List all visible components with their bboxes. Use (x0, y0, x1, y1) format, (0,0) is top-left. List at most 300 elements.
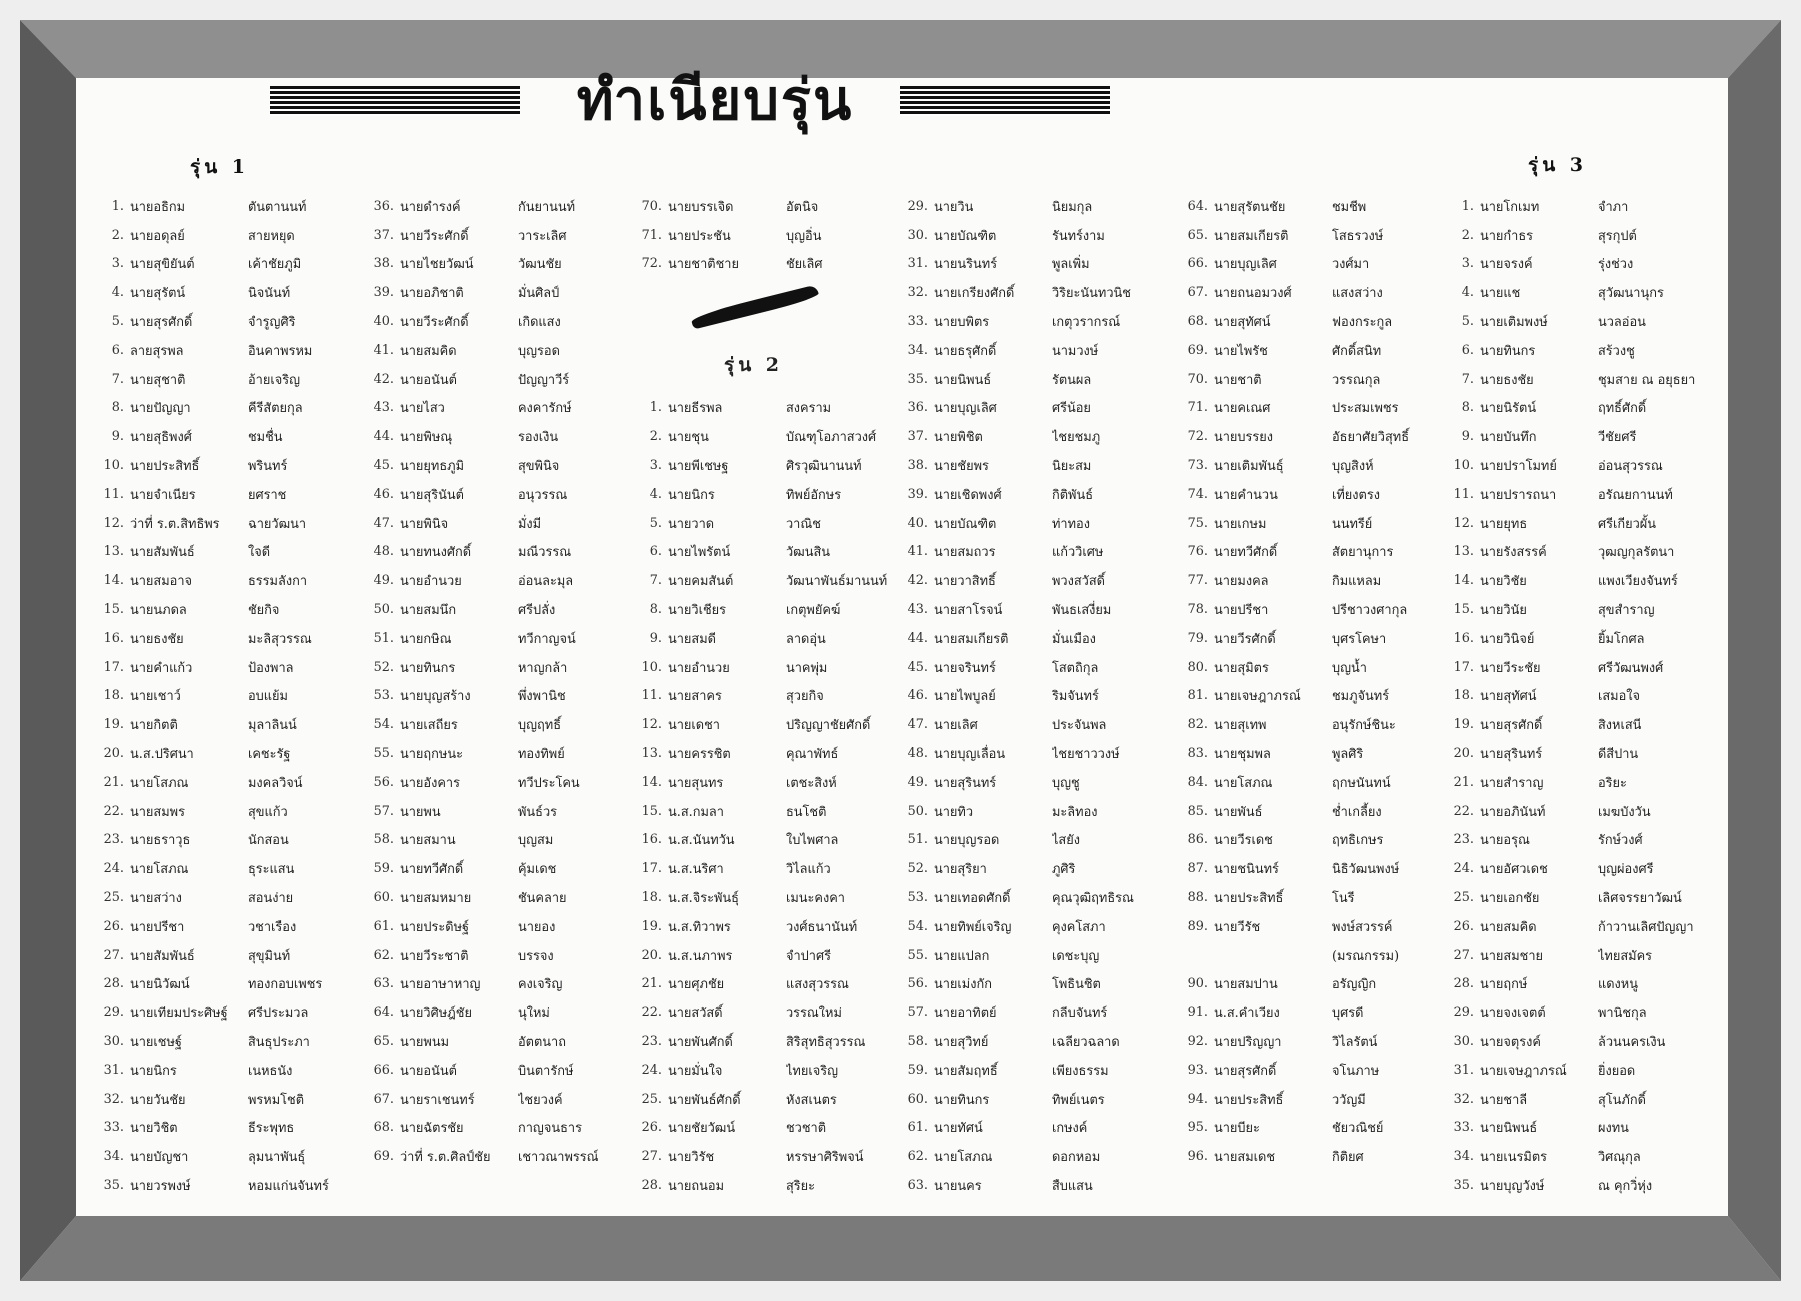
roster-entry (634, 624, 896, 653)
entry-number: 51. (907, 832, 928, 848)
entry-first-name: นายฤกษ์ (1480, 977, 1528, 993)
entry-number: 58. (373, 832, 394, 848)
entry-number: 47. (907, 717, 928, 733)
roster-entry (1180, 365, 1442, 394)
roster-entry (634, 768, 896, 797)
entry-last-name: พรหมโชติ (248, 1092, 305, 1108)
entry-number: 94. (1187, 1091, 1208, 1107)
entry-first-name: นายประชัน (668, 228, 731, 244)
entry-first-name: นายปรีชา (130, 919, 185, 935)
entry-last-name: รุ่งช่วง (1598, 257, 1634, 273)
entry-number: 46. (373, 486, 394, 502)
entry-first-name: นายสำราญ (1480, 775, 1544, 791)
roster-entry (1446, 278, 1708, 307)
roster-entry (1180, 422, 1442, 451)
roster-entry (96, 1027, 358, 1056)
entry-number: 96. (1187, 1149, 1208, 1165)
roster-entry (96, 1056, 358, 1085)
roster-entry (634, 480, 896, 509)
roster-entry (366, 1114, 628, 1143)
entry-first-name: นายสุทัศน์ (1214, 315, 1271, 331)
entry-last-name: ช่ำเกลี้ยง (1332, 804, 1382, 820)
entry-number: 74. (1187, 486, 1208, 502)
entry-last-name: ชวชาติ (786, 1121, 827, 1137)
roster-entry (366, 941, 628, 970)
roster-entry (366, 250, 628, 279)
entry-number: 41. (907, 544, 928, 560)
entry-first-name: นายพันธ์ศักดิ์ (668, 1092, 741, 1108)
entry-last-name: กันยานนท์ (518, 199, 576, 215)
entry-last-name: วาระเลิศ (518, 228, 567, 244)
entry-last-name: ใบไพศาล (786, 833, 839, 849)
entry-number: 47. (373, 515, 394, 531)
roster-entry (1180, 710, 1442, 739)
roster-entry (1180, 394, 1442, 423)
entry-first-name: นายนิกร (668, 487, 715, 503)
entry-first-name: นายแช (1480, 286, 1521, 302)
roster-entry (634, 1027, 896, 1056)
entry-first-name: นายฉัตรชัย (400, 1121, 464, 1137)
roster-entry (1446, 797, 1708, 826)
entry-first-name: นายศุภชัย (668, 977, 725, 993)
roster-entry (634, 422, 896, 451)
roster-entry (96, 451, 358, 480)
entry-number: 93. (1187, 1062, 1208, 1078)
entry-last-name: ศรีน้อย (1052, 401, 1091, 417)
title-stripes-left (270, 86, 520, 116)
entry-last-name: เชาวณาพรรณ์ (518, 1150, 599, 1166)
entry-last-name: วาณิช (786, 516, 821, 532)
roster-entry (634, 710, 896, 739)
entry-first-name: นายกำธร (1480, 228, 1534, 244)
entry-first-name: นายวิชิต (130, 1121, 178, 1137)
entry-last-name: พานิชกุล (1598, 1006, 1647, 1022)
roster-entry (366, 826, 628, 855)
roster-entry (1180, 768, 1442, 797)
entry-number: 13. (1453, 544, 1474, 560)
entry-first-name: ลายสุรพล (130, 343, 184, 359)
name-column-2 (366, 192, 628, 1171)
roster-entry (1180, 653, 1442, 682)
title-banner (270, 67, 1110, 133)
entry-last-name: นนทรีย์ (1332, 516, 1373, 532)
entry-first-name: นายวิน (934, 199, 974, 215)
entry-last-name: สายหยุด (248, 228, 295, 244)
entry-last-name: ชัยเลิศ (786, 257, 823, 273)
entry-first-name: นายโสภณ (130, 862, 189, 878)
entry-number: 5. (111, 314, 124, 330)
entry-number: 14. (1453, 573, 1474, 589)
entry-last-name: เกตุพยัคฆ์ (786, 603, 841, 619)
roster-entry (366, 854, 628, 883)
entry-last-name: รันทร์งาม (1052, 228, 1105, 244)
entry-first-name: นายโสภณ (130, 775, 189, 791)
roster-entry (1180, 1056, 1442, 1085)
entry-last-name: สุวัฒนานุกร (1598, 286, 1664, 302)
entry-number: 54. (907, 918, 928, 934)
entry-first-name: นายไสว (400, 401, 445, 417)
entry-first-name: นายสุชาติ (130, 372, 186, 388)
entry-number: 1. (649, 400, 662, 416)
roster-entry (634, 1085, 896, 1114)
entry-number: 25. (641, 1091, 662, 1107)
entry-first-name: นายพันธ์ (1214, 804, 1263, 820)
roster-entry (900, 278, 1162, 307)
entry-first-name: นายอาษาหาญ (400, 977, 481, 993)
entry-last-name: ใจดี (248, 545, 271, 561)
entry-last-name: มั่นศิลป์ (518, 286, 560, 302)
entry-first-name: นายอำนวย (400, 574, 462, 590)
entry-last-name: นิจนันท์ (248, 286, 291, 302)
entry-number: 78. (1187, 602, 1208, 618)
entry-number: 44. (373, 429, 394, 445)
entry-first-name: นายอดุลย์ (130, 228, 185, 244)
roster-entry (96, 826, 358, 855)
entry-number: 6. (111, 342, 124, 358)
roster-entry (1446, 595, 1708, 624)
entry-number: 25. (103, 890, 124, 906)
entry-last-name: ทองทิพย์ (518, 747, 565, 763)
entry-last-name: อ้ายเจริญ (248, 372, 301, 388)
roster-entry (900, 883, 1162, 912)
entry-last-name: บุญสม (518, 833, 554, 849)
entry-number: 12. (1453, 515, 1474, 531)
entry-first-name: นายวีระศักดิ์ (400, 315, 469, 331)
entry-first-name: นายอภิชาติ (400, 286, 464, 302)
entry-number: 21. (1453, 774, 1474, 790)
entry-first-name: น.ส.ทิวาพร (668, 919, 731, 935)
roster-entry (900, 912, 1162, 941)
entry-first-name: นายสมเกียรติ (1214, 228, 1289, 244)
entry-last-name: บุศรดี (1332, 1006, 1364, 1022)
roster-entry (1446, 941, 1708, 970)
entry-first-name: นายสุวิทย์ (934, 1035, 989, 1050)
entry-number: 22. (103, 803, 124, 819)
roster-entry (366, 394, 628, 423)
entry-last-name: นิธิวัฒนพงษ์ (1332, 862, 1400, 878)
entry-last-name: อริยะ (1598, 775, 1627, 791)
roster-entry (96, 1171, 358, 1200)
entry-last-name: วิไลรัตน์ (1332, 1035, 1378, 1050)
entry-first-name: นายอังคาร (400, 775, 460, 791)
entry-first-name: นายถนอมวงศ์ (1214, 286, 1292, 302)
entry-number: 95. (1187, 1120, 1208, 1136)
roster-entry (1446, 250, 1708, 279)
entry-first-name: นายเสถียร (400, 718, 458, 734)
roster-entry (366, 307, 628, 336)
entry-last-name: หาญกล้า (518, 660, 568, 676)
entry-first-name: นายวีระชัย (1480, 660, 1541, 676)
entry-number: 26. (103, 918, 124, 934)
entry-number: 32. (907, 285, 928, 301)
roster-entry (1180, 624, 1442, 653)
entry-number: 59. (373, 861, 394, 877)
roster-entry (366, 653, 628, 682)
entry-number: 61. (373, 918, 394, 934)
entry-first-name: นายเชิดพงศ์ (934, 487, 1002, 503)
entry-last-name: บุญชู (1052, 775, 1080, 791)
entry-last-name: นุใหม่ (518, 1006, 550, 1022)
entry-number: 11. (103, 486, 124, 502)
entry-number: 45. (373, 458, 394, 474)
entry-last-name: ไทยเจริญ (786, 1063, 839, 1079)
entry-first-name: นายธีรพล (668, 401, 723, 417)
entry-last-name: ชมภูจันทร์ (1332, 689, 1390, 705)
entry-last-name: แดงหนู (1598, 977, 1638, 993)
entry-first-name: นายบุญรอด (934, 833, 1000, 849)
entry-number: 18. (641, 890, 662, 906)
entry-last-name: วิไลแก้ว (786, 862, 831, 878)
entry-number: 21. (641, 976, 662, 992)
entry-first-name: นายไพรัตน์ (668, 545, 731, 561)
roster-entry (900, 480, 1162, 509)
roster-entry (1446, 710, 1708, 739)
entry-first-name: นายสมหมาย (400, 891, 472, 907)
entry-first-name: นายครรชิต (668, 747, 731, 763)
roster-entry (900, 797, 1162, 826)
entry-first-name: นายสุทัศน์ (1480, 689, 1537, 705)
entry-first-name: นายวิเชียร (668, 603, 727, 619)
roster-entry (96, 192, 358, 221)
entry-first-name: นายเติมพงษ์ (1480, 315, 1548, 331)
entry-number: 28. (1453, 976, 1474, 992)
entry-last-name: วิริยะนันทวนิช (1052, 286, 1131, 302)
entry-first-name: นายจงเจตต์ (1480, 1006, 1546, 1022)
roster-entry (900, 1142, 1162, 1171)
roster-entry (96, 595, 358, 624)
roster-entry (900, 250, 1162, 279)
roster-entry (96, 710, 358, 739)
entry-first-name: นายคเณศ (1214, 401, 1271, 417)
roster-entry (1180, 336, 1442, 365)
entry-first-name: นายเชษฐ์ (130, 1035, 182, 1050)
entry-last-name: คงคารักษ์ (518, 401, 572, 417)
entry-last-name: คุ้มเดช (518, 862, 557, 878)
roster-entry (1180, 509, 1442, 538)
entry-first-name: นายสุรศักดิ์ (1480, 718, 1543, 734)
roster-entry (634, 394, 896, 423)
roster-entry (900, 394, 1162, 423)
roster-entry (96, 566, 358, 595)
entry-number: 4. (111, 285, 124, 301)
entry-last-name: ไทยสมัคร (1598, 948, 1653, 964)
entry-first-name: น.ส.นริศา (668, 862, 724, 878)
entry-number: 31. (907, 256, 928, 272)
entry-first-name: นายธงชัย (1480, 372, 1534, 388)
entry-last-name: โพธินชิต (1052, 977, 1101, 993)
entry-number: 26. (641, 1120, 662, 1136)
roster-entry (96, 538, 358, 567)
entry-last-name: ยิ้มโกศล (1598, 631, 1645, 647)
roster-entry (96, 883, 358, 912)
entry-first-name: นายชาลี (1480, 1092, 1528, 1108)
entry-number: 1. (111, 198, 124, 214)
entry-number: 56. (907, 976, 928, 992)
entry-last-name: อรัญญิก (1332, 977, 1377, 993)
entry-number: 45. (907, 659, 928, 675)
entry-number: 87. (1187, 861, 1208, 877)
entry-number: 16. (103, 630, 124, 646)
entry-first-name: นายถนอม (668, 1178, 725, 1194)
entry-last-name: สร้วงชู (1598, 343, 1635, 359)
entry-first-name: นายอภินันท์ (1480, 804, 1546, 820)
roster-entry (366, 278, 628, 307)
roster-entry (1446, 451, 1708, 480)
entry-last-name: ศรีประมวล (248, 1006, 309, 1022)
entry-last-name: บุญฤทธิ์ (518, 718, 562, 734)
roster-entry (366, 451, 628, 480)
entry-first-name: ว่าที่ ร.ต.สิทธิพร (130, 516, 220, 532)
roster-entry (366, 1056, 628, 1085)
entry-number: 19. (103, 717, 124, 733)
entry-last-name: สินธุประภา (248, 1035, 310, 1050)
roster-entry (1446, 1142, 1708, 1171)
roster-entry (900, 682, 1162, 711)
roster-entry (634, 797, 896, 826)
entry-last-name: สุขแก้ว (248, 804, 288, 820)
roster-entry (1446, 1085, 1708, 1114)
entry-number: 29. (1453, 1005, 1474, 1021)
entry-last-name: โสตถิกุล (1052, 660, 1099, 676)
roster-entry (1180, 221, 1442, 250)
entry-number: 15. (1453, 602, 1474, 618)
entry-last-name: คุณาพัทธ์ (786, 747, 839, 763)
entry-last-name: สุขุมินท์ (248, 948, 291, 964)
entry-number: 68. (373, 1120, 394, 1136)
entry-number: 12. (641, 717, 662, 733)
entry-number: 22. (1453, 803, 1474, 819)
name-column-6 (1446, 192, 1708, 1200)
entry-last-name: เสมอใจ (1598, 689, 1641, 705)
entry-number: 34. (103, 1149, 124, 1165)
roster-entry (634, 970, 896, 999)
entry-last-name: วชาเรือง (248, 919, 297, 935)
roster-entry (366, 739, 628, 768)
entry-last-name: ประสมเพชร (1332, 401, 1399, 417)
entry-number: 4. (1461, 285, 1474, 301)
entry-first-name: นายอนันต์ (400, 372, 457, 388)
entry-number: 64. (1187, 198, 1208, 214)
entry-first-name: นายคมสันต์ (668, 574, 734, 590)
entry-last-name: ชมชื่น (248, 430, 283, 446)
entry-number: 46. (907, 688, 928, 704)
entry-last-name: บัณฑุโอภาสวงศ์ (786, 430, 877, 446)
entry-number: 11. (641, 688, 662, 704)
roster-entry (900, 768, 1162, 797)
entry-last-name: วุฒญกุลรัตนา (1598, 545, 1675, 561)
roster-entry (366, 509, 628, 538)
entry-number: 34. (907, 342, 928, 358)
entry-last-name: เมนะคงคา (786, 891, 845, 907)
roster-entry (96, 653, 358, 682)
entry-first-name: น.ส.คำเวียง (1214, 1006, 1280, 1022)
entry-number: 5. (649, 515, 662, 531)
entry-first-name: นายเดชา (668, 718, 720, 734)
entry-first-name: นายสุรศักดิ์ (1214, 1063, 1277, 1079)
entry-number: 80. (1187, 659, 1208, 675)
entry-first-name: นายสมคิด (400, 343, 457, 359)
entry-last-name: สุริยะ (786, 1178, 816, 1194)
roster-entry (900, 941, 1162, 970)
entry-last-name: ทองกอบเพชร (248, 977, 323, 993)
roster-entry (900, 653, 1162, 682)
roster-entry (1180, 682, 1442, 711)
entry-last-name: เที่ยงตรง (1332, 487, 1380, 503)
entry-first-name: นายธรุศักดิ์ (934, 343, 997, 359)
entry-number: 33. (1453, 1120, 1474, 1136)
entry-last-name: ไชยชมภู (1052, 430, 1101, 446)
entry-number: 44. (907, 630, 928, 646)
entry-number: 65. (1187, 227, 1208, 243)
entry-first-name: นายนิวัฒน์ (130, 977, 190, 993)
entry-last-name: ฤกษนันทน์ (1332, 775, 1391, 791)
roster-entry (366, 912, 628, 941)
entry-number: 28. (103, 976, 124, 992)
entry-first-name: นายอนันต์ (400, 1063, 457, 1079)
entry-last-name: มั่งมี (518, 516, 542, 532)
entry-number: 30. (907, 227, 928, 243)
entry-first-name: นายปราโมทย์ (1480, 459, 1557, 475)
entry-number: 57. (907, 1005, 928, 1021)
roster-entry (900, 221, 1162, 250)
entry-first-name: นายบัณฑิต (934, 228, 997, 244)
roster-entry (634, 1171, 896, 1200)
entry-last-name: นามวงษ์ (1052, 343, 1099, 359)
entry-last-name: วิศณุกุล (1598, 1150, 1641, 1166)
entry-last-name: บินตารักษ์ (518, 1063, 574, 1079)
entry-number: 71. (641, 227, 662, 243)
entry-number: 52. (373, 659, 394, 675)
roster-entry (96, 941, 358, 970)
roster-entry (900, 509, 1162, 538)
entry-first-name: นายชุน (668, 430, 709, 446)
entry-number: 37. (907, 429, 928, 445)
entry-last-name: ฉายวัฒนา (248, 516, 307, 532)
entry-number: 7. (649, 573, 662, 589)
roster-entry (366, 566, 628, 595)
entry-first-name: นายทินกร (1480, 343, 1536, 359)
entry-first-name: นายทิว (934, 804, 974, 820)
entry-last-name: ตันตานนท์ (248, 199, 307, 215)
entry-number: 92. (1187, 1034, 1208, 1049)
entry-first-name: นายวีรัช (1214, 919, 1261, 935)
entry-number: 9. (111, 429, 124, 445)
roster-entry (1180, 854, 1442, 883)
roster-entry (96, 1142, 358, 1171)
entry-last-name: สุวยกิจ (786, 689, 824, 705)
entry-number: 63. (373, 976, 394, 992)
roster-entry (1180, 998, 1442, 1027)
entry-last-name: นายอง (518, 919, 556, 935)
entry-first-name: นายสุเทพ (1214, 718, 1267, 734)
entry-first-name: นายชนินทร์ (1214, 862, 1279, 878)
entry-first-name: นายคำนวน (1214, 487, 1278, 503)
roster-entry (366, 365, 628, 394)
entry-number: 57. (373, 803, 394, 819)
entry-first-name: นายสัมฤทธิ์ (934, 1063, 998, 1079)
entry-last-name: อ่อนละมุล (518, 574, 574, 590)
entry-number: 50. (907, 803, 928, 819)
entry-number: 56. (373, 774, 394, 790)
entry-first-name: ว่าที่ ร.ต.ศิลป์ชัย (400, 1150, 491, 1166)
roster-entry (1180, 1142, 1442, 1171)
entry-first-name: นายไชยวัฒน์ (400, 257, 474, 273)
entry-last-name: ทิพย์เนตร (1052, 1092, 1105, 1108)
entry-number: 49. (373, 573, 394, 589)
entry-first-name: นายสุธิพงศ์ (130, 430, 192, 446)
entry-first-name: นายสวัสดิ์ (668, 1006, 723, 1022)
entry-first-name: นายชุมพล (1214, 747, 1271, 763)
